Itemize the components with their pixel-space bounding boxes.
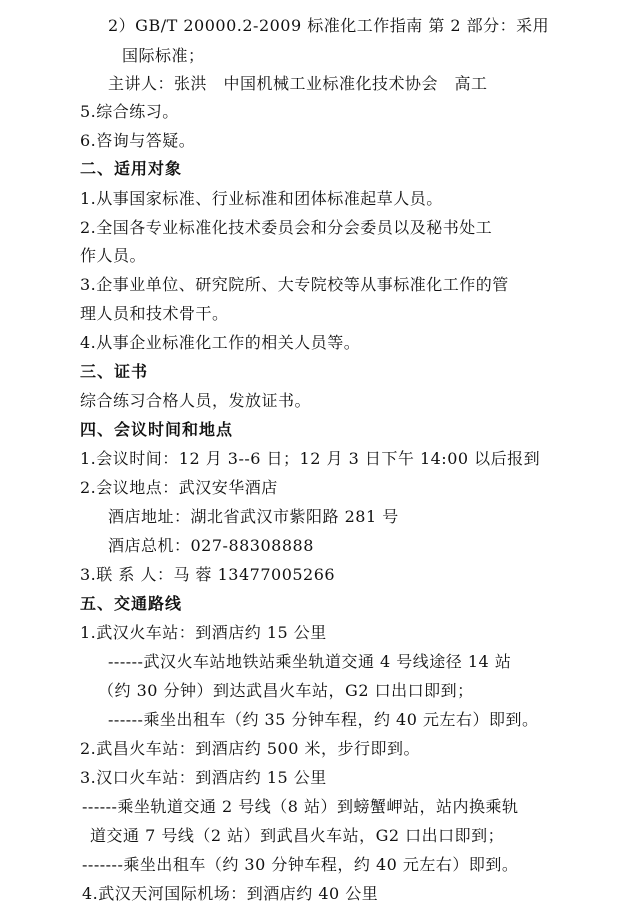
transport-airport: 4.武汉天河国际机场：到酒店约 40 公里 xyxy=(82,884,379,903)
audience-item-3-line1: 3.企事业单位、研究院所、大专院校等从事标准化工作的管 xyxy=(80,275,509,294)
transport-wuhan-taxi: ------乘坐出租车（约 35 分钟车程，约 40 元左右）即到。 xyxy=(108,710,539,729)
audience-item-1: 1.从事国家标准、行业标准和团体标准起草人员。 xyxy=(80,189,443,208)
transport-hankou-taxi: -------乘坐出租车（约 30 分钟车程，约 40 元左右）即到。 xyxy=(82,855,519,874)
meeting-place: 2.会议地点：武汉安华酒店 xyxy=(80,478,278,497)
speaker-line: 主讲人：张洪 中国机械工业标准化技术协会 高工 xyxy=(108,74,488,93)
transport-wuhan-metro-line1: ------武汉火车站地铁站乘坐轨道交通 4 号线途径 14 站 xyxy=(108,652,512,671)
hotel-address: 酒店地址：湖北省武汉市紫阳路 281 号 xyxy=(108,507,399,526)
hotel-phone: 酒店总机：027-88308888 xyxy=(108,536,314,555)
transport-wuchang-station: 2.武昌火车站：到酒店约 500 米，步行即到。 xyxy=(80,739,420,758)
section-heading-time-place: 四、会议时间和地点 xyxy=(80,420,234,439)
transport-wuhan-station: 1.武汉火车站：到酒店约 15 公里 xyxy=(80,623,327,642)
transport-hankou-metro-line2: 道交通 7 号线（2 站）到武昌火车站，G2 口出口即到； xyxy=(90,826,505,845)
transport-wuhan-metro-line2: （约 30 分钟）到达武昌火车站，G2 口出口即到； xyxy=(98,681,474,700)
certificate-text: 综合练习合格人员，发放证书。 xyxy=(80,391,312,410)
transport-hankou-metro-line1: ------乘坐轨道交通 2 号线（8 站）到螃蟹岬站，站内换乘轨 xyxy=(82,797,519,816)
audience-item-4: 4.从事企业标准化工作的相关人员等。 xyxy=(80,333,361,352)
standard-ref-line1: 2）GB/T 20000.2-2009 标准化工作指南 第 2 部分：采用 xyxy=(108,16,550,35)
section-heading-transport: 五、交通路线 xyxy=(80,594,183,613)
contact-person: 3.联 系 人：马 蓉 13477005266 xyxy=(80,565,336,584)
standard-ref-line2: 国际标准； xyxy=(122,46,205,65)
section-heading-certificate: 三、证书 xyxy=(80,362,149,381)
meeting-time: 1.会议时间：12 月 3--6 日；12 月 3 日下午 14:00 以后报到 xyxy=(80,449,541,468)
audience-item-2-line2: 作人员。 xyxy=(80,246,147,265)
section-heading-audience: 二、适用对象 xyxy=(80,159,183,178)
audience-item-3-line2: 理人员和技术骨干。 xyxy=(80,304,229,323)
item-practice: 5.综合练习。 xyxy=(80,102,179,121)
item-qa: 6.咨询与答疑。 xyxy=(80,131,196,150)
audience-item-2-line1: 2.全国各专业标准化技术委员会和分会委员以及秘书处工 xyxy=(80,218,493,237)
transport-hankou-station: 3.汉口火车站：到酒店约 15 公里 xyxy=(80,768,327,787)
